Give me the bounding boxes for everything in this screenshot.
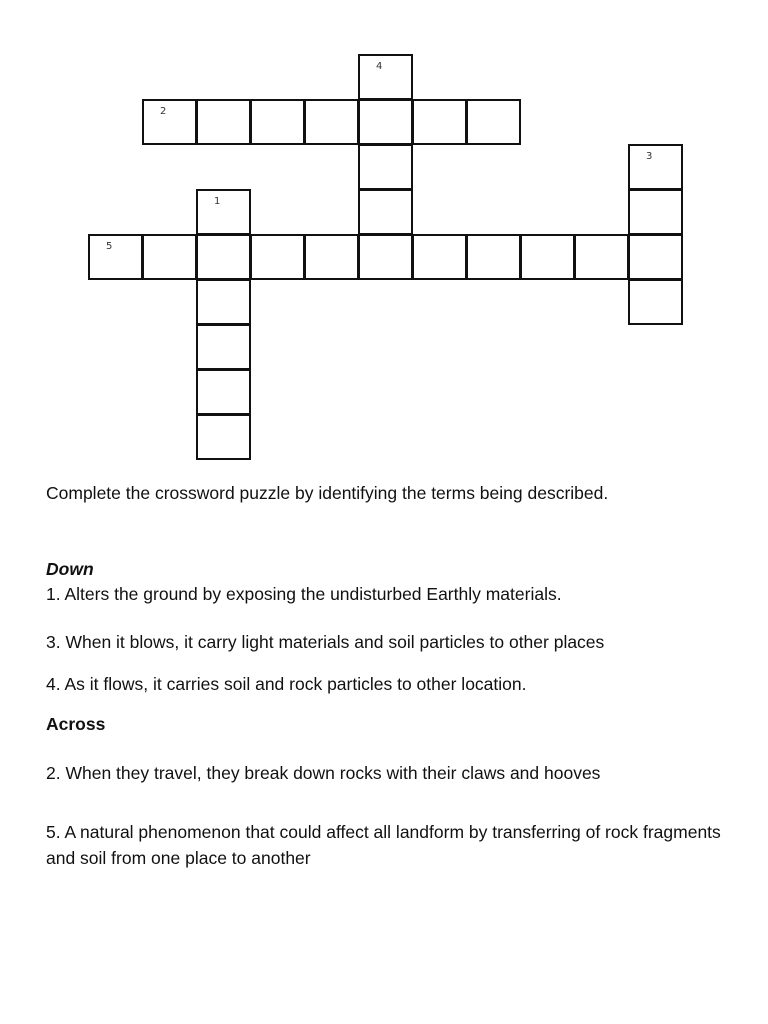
crossword-cell[interactable] xyxy=(304,234,359,280)
clue-number-5: 5 xyxy=(106,241,113,252)
crossword-cell[interactable] xyxy=(358,144,413,190)
crossword-cell[interactable] xyxy=(196,234,251,280)
crossword-cell[interactable] xyxy=(628,144,683,190)
crossword-cell[interactable] xyxy=(358,189,413,235)
crossword-cell[interactable] xyxy=(304,99,359,145)
instructions-text: Complete the crossword puzzle by identifying the terms being described. xyxy=(46,483,609,503)
crossword-cell[interactable] xyxy=(196,369,251,415)
clue-number-2: 2 xyxy=(160,106,167,117)
across-heading: Across xyxy=(46,714,106,734)
down-clue-4: 4. As it flows, it carries soil and rock particles to other location. xyxy=(46,674,527,694)
crossword-cell[interactable] xyxy=(196,279,251,325)
crossword-cell[interactable] xyxy=(628,234,683,280)
crossword-cell[interactable] xyxy=(466,99,521,145)
crossword-cell[interactable] xyxy=(196,99,251,145)
crossword-cell[interactable] xyxy=(358,54,413,100)
across-clue-5: 5. A natural phenomenon that could affect all landform by transferring of rock fragments and soil from one place to another xyxy=(46,822,721,868)
clue-number-3: 3 xyxy=(646,151,653,162)
crossword-cell[interactable] xyxy=(196,324,251,370)
crossword-cell[interactable] xyxy=(412,99,467,145)
crossword-cell[interactable] xyxy=(196,414,251,460)
clue-number-4: 4 xyxy=(376,61,383,72)
across-clue-2: 2. When they travel, they break down rocks with their claws and hooves xyxy=(46,763,601,783)
down-clue-1: 1. Alters the ground by exposing the undisturbed Earthly materials. xyxy=(46,584,562,604)
crossword-cell[interactable] xyxy=(412,234,467,280)
crossword-cell[interactable] xyxy=(574,234,629,280)
crossword-cell[interactable] xyxy=(142,234,197,280)
crossword-cell[interactable] xyxy=(250,99,305,145)
crossword-cell[interactable] xyxy=(628,279,683,325)
crossword-cell[interactable] xyxy=(520,234,575,280)
crossword-cell[interactable] xyxy=(466,234,521,280)
crossword-cell[interactable] xyxy=(358,99,413,145)
crossword-cell[interactable] xyxy=(142,99,197,145)
down-clue-3: 3. When it blows, it carry light materials and soil particles to other places xyxy=(46,632,605,652)
crossword-cell[interactable] xyxy=(250,234,305,280)
clue-number-1: 1 xyxy=(214,196,221,207)
crossword-grid xyxy=(0,0,768,470)
crossword-cell[interactable] xyxy=(196,189,251,235)
crossword-cell[interactable] xyxy=(628,189,683,235)
crossword-cell[interactable] xyxy=(88,234,143,280)
crossword-cell[interactable] xyxy=(358,234,413,280)
down-heading: Down xyxy=(46,559,94,579)
